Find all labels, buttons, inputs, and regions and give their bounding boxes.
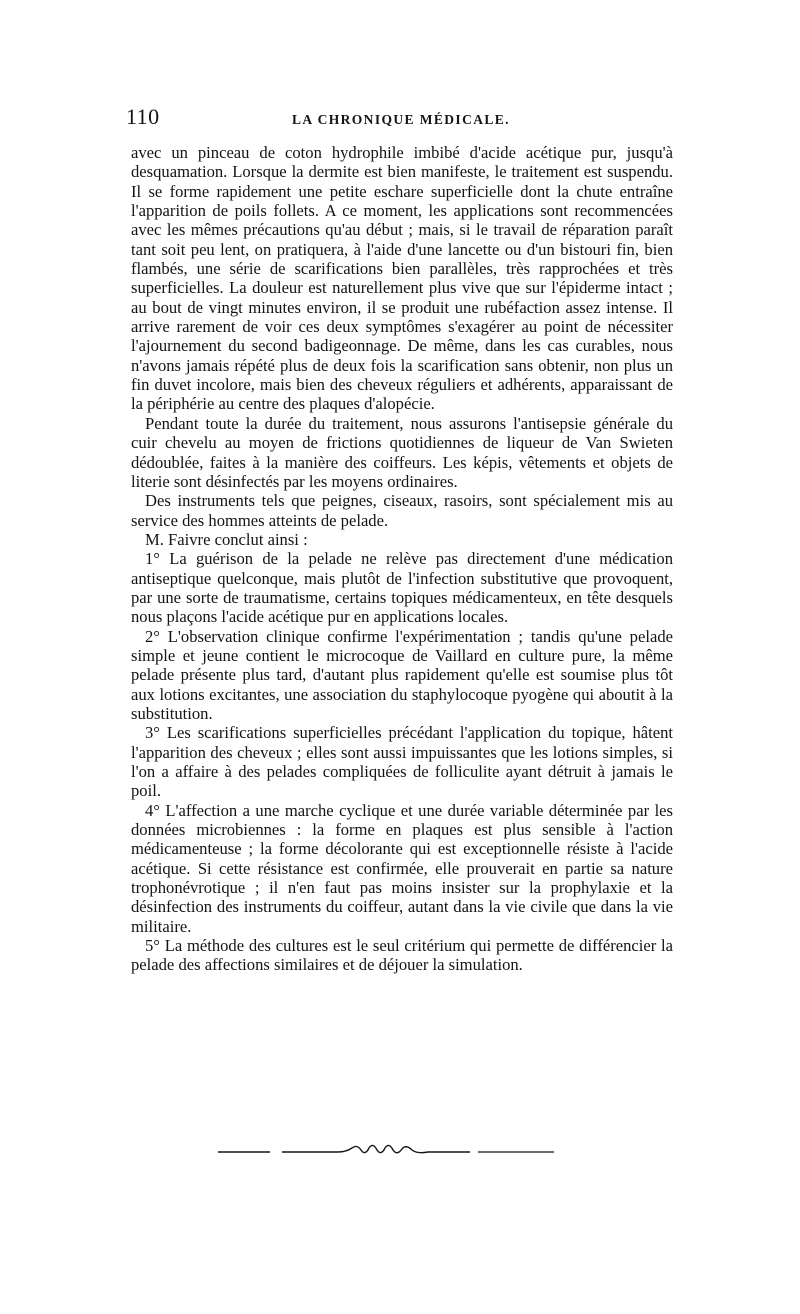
conclusion-item-2: 2° L'observation clinique confirme l'expérimentation ; tandis qu'une pelade simple et jeune contient le microcoque de Vaillard en culture pure, la même pelade présente plus tard, d'autant plus rapidement qu'elle est soumise plus tôt aux lotions excitantes, une association du staphylocoque pyogène qui aboutit à la substitution. [131,626,673,723]
paragraph-continued: avec un pinceau de coton hydrophile imbibé d'acide acétique pur, jusqu'à desquamation. Lorsque la dermite est bien manifeste, le traitement est suspendu. Il se forme rapidement une petite eschare superficielle dont la chute entraîne l'apparition de poils follets. A ce moment, les applications sont recommencées avec les mêmes précautions qu'au début ; mais, si le travail de réparation paraît tant soit peu lent, on pratiquera, à l'aide d'une lancette ou d'un bistouri fin, bien flambés, une série de scarifications bien parallèles, très rapprochées et très superficielles. La douleur est naturellement plus vive que sur l'épiderme intact ; au bout de vingt minutes environ, il se produit une rubéfaction assez intense. Il arrive rarement de voir ces deux symptômes s'exagérer au point de nécessiter l'ajournement du second badigeonnage. De même, dans les cas curables, nous n'avons jamais répété plus de deux fois la scarification sans obtenir, non plus un fin duvet incolore, mais bien des cheveux réguliers et adhérents, apparaissant de la périphérie au centre des plaques d'alopécie. [131,143,673,414]
conclusion-item-1: 1° La guérison de la pelade ne relève pas directement d'une médication antiseptique quelconque, mais plutôt de l'infection substitutive que provoquent, par une sorte de traumatisme, certains topiques médicamenteux, en tête desquels nous plaçons l'acide acétique pur en applications locales. [131,549,673,627]
conclusion-item-4: 4° L'affection a une marche cyclique et une durée variable déterminée par les données microbiennes : la forme en plaques est plus sensible à l'action médicamenteuse ; la forme décolorante qui est exceptionnelle résiste à l'acide acétique. Si cette résistance est confirmée, elle prouverait en partie sa nature trophonévrotique ; il n'en faut pas moins insister sur la prophylaxie et la désinfection des instruments du coiffeur, autant dans la vie civile que dans la vie militaire. [131,800,673,936]
conclusion-item-3: 3° Les scarifications superficielles précédant l'application du topique, hâtent l'apparition des cheveux ; elles sont aussi impuissantes que les lotions simples, si l'on a affaire à des pelades compliquées de folliculite ayant détruit à jamais le poil. [131,723,673,801]
section-end-ornament [218,1140,554,1164]
conclusion-item-5: 5° La méthode des cultures est le seul critérium qui permette de différencier la pelade des affections similaires et de déjouer la simulation. [131,936,673,975]
page-number: 110 [126,104,160,129]
running-title: LA CHRONIQUE MÉDICALE. [292,112,510,127]
paragraph-conclusion-intro: M. Faivre conclut ainsi : [145,529,308,549]
article-body [131,143,673,975]
paragraph-antisepsis: Pendant toute la durée du traitement, nous assurons l'antisepsie générale du cuir chevelu au moyen de frictions quotidiennes de liqueur de Van Swieten dédoublée, faites à la manière des coiffeurs. Les képis, vêtements et objets de literie sont désinfectés par les moyens ordinaires. [131,413,673,491]
ornament-flourish [282,1145,470,1152]
page-header [126,104,678,134]
paragraph-instruments: Des instruments tels que peignes, ciseaux, rasoirs, sont spécialement mis au service des hommes atteints de pelade. [131,491,673,530]
